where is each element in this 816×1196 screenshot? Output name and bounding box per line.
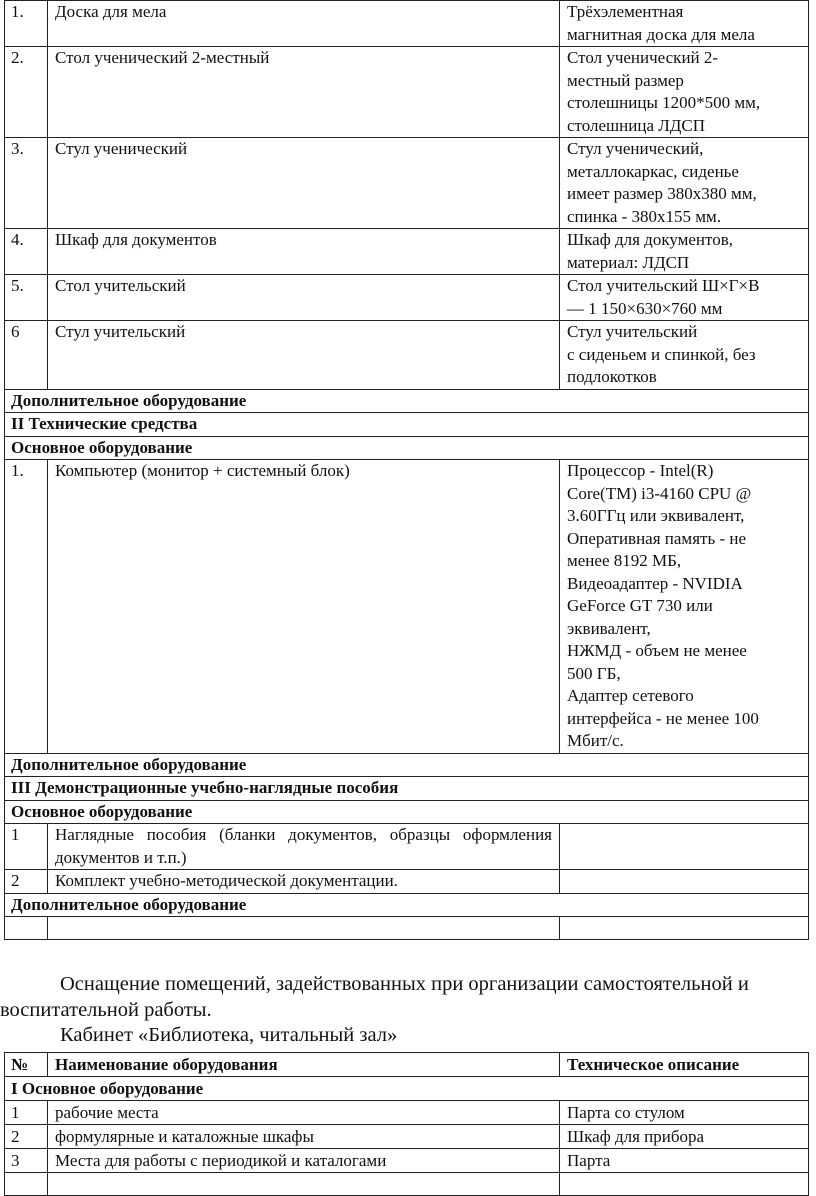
section-row	[5, 800, 809, 824]
row-name: Стол учительский	[48, 275, 560, 321]
row-name: Доска для мела	[48, 1, 560, 47]
desc-line: спинка - 380х155 мм.	[567, 206, 722, 226]
row-desc	[560, 321, 809, 390]
row-num: 2.	[5, 47, 48, 138]
row-name: Стул ученический	[48, 138, 560, 229]
row-desc: Парта со стулом	[560, 1101, 809, 1125]
section-title: I Основное оборудование	[5, 1077, 809, 1101]
row-desc: Парта	[560, 1149, 809, 1173]
desc-line: интерфейса - не менее 100	[567, 708, 759, 728]
section-row	[5, 893, 809, 917]
row-name: Места для работы с периодикой и каталогами	[48, 1149, 560, 1173]
section-row	[5, 413, 809, 437]
section-title: Дополнительное оборудование	[5, 389, 809, 413]
row-num: 3	[5, 1149, 48, 1173]
table-row	[5, 1149, 809, 1173]
row-num: 4.	[5, 229, 48, 275]
desc-line: Стол учительский Ш×Г×В	[567, 276, 760, 295]
desc-line: НЖМД - объем не менее	[567, 641, 747, 660]
row-name: формулярные и каталожные шкафы	[48, 1125, 560, 1149]
table-row	[5, 321, 809, 390]
desc-line: Стул ученический,	[567, 139, 704, 158]
paragraph-equipment-intro: Оснащение помещений, задействованных при организации самостоятельной и воспитательной работы.	[0, 973, 749, 1021]
desc-line: 500 ГБ,	[567, 663, 621, 683]
table-row	[5, 1, 809, 47]
section-title: Дополнительное оборудование	[5, 753, 809, 777]
row-num: 2	[5, 870, 48, 894]
desc-line: столешницы 1200*500 мм,	[567, 93, 761, 112]
row-num: 2	[5, 1125, 48, 1149]
desc-line: металлокаркас, сиденье	[567, 161, 739, 181]
table-header-row	[5, 1053, 809, 1077]
row-desc	[560, 275, 809, 321]
desc-line: Стол ученический 2-	[567, 48, 719, 67]
header-desc: Техническое описание	[560, 1053, 809, 1077]
row-name: Комплект учебно-методической документации.	[48, 870, 560, 894]
section-title: Основное оборудование	[5, 436, 809, 460]
table-row	[5, 824, 809, 870]
desc-line: магнитная доска для мела	[567, 24, 755, 44]
empty-cell	[5, 917, 48, 940]
section-row	[5, 777, 809, 801]
paragraph-room-title: Кабинет «Библиотека, читальный зал»	[60, 1024, 398, 1046]
empty-cell	[48, 1173, 560, 1196]
desc-line: подлокотков	[567, 367, 657, 386]
row-name: рабочие места	[48, 1101, 560, 1125]
empty-cell	[48, 917, 560, 940]
header-name: Наименование оборудования	[48, 1053, 560, 1077]
row-num: 6	[5, 321, 48, 390]
table-row	[5, 275, 809, 321]
row-desc	[560, 47, 809, 138]
equipment-table	[4, 0, 809, 940]
desc-line: 3.60ГГц или эквивалент,	[567, 506, 745, 525]
row-desc	[560, 229, 809, 275]
table-row	[5, 138, 809, 229]
row-desc	[560, 870, 809, 894]
desc-line: Адаптер сетевого	[567, 686, 694, 705]
section-title: III Демонстрационные учебно-наглядные пособия	[5, 777, 809, 801]
row-num: 5.	[5, 275, 48, 321]
desc-line: имеет размер 380х380 мм,	[567, 184, 757, 203]
row-num: 1.	[5, 460, 48, 754]
row-desc	[560, 824, 809, 870]
table-row	[5, 229, 809, 275]
library-equipment-table	[4, 1052, 809, 1196]
row-num: 3.	[5, 138, 48, 229]
row-desc: Шкаф для прибора	[560, 1125, 809, 1149]
section-row	[5, 436, 809, 460]
desc-line: Трёхэлементная	[567, 2, 684, 21]
desc-line: с сиденьем и спинкой, без	[567, 344, 756, 364]
table-row	[5, 1125, 809, 1149]
table-row	[5, 460, 809, 754]
desc-line: Стул учительский	[567, 322, 698, 341]
desc-line: Шкаф для документов,	[567, 230, 733, 249]
desc-line: — 1 150×630×760 мм	[567, 298, 723, 318]
table-row-empty	[5, 1173, 809, 1196]
row-desc	[560, 1, 809, 47]
desc-line: Core(TM) i3-4160 CPU @	[567, 483, 752, 503]
desc-line: материал: ЛДСП	[567, 252, 690, 272]
table-row	[5, 1101, 809, 1125]
row-name: Компьютер (монитор + системный блок)	[48, 460, 560, 754]
desc-line: GeForce GT 730 или	[567, 596, 713, 615]
row-name: Стол ученический 2-местный	[48, 47, 560, 138]
desc-line: менее 8192 МБ,	[567, 551, 682, 570]
desc-line: Видеоадаптер - NVIDIA	[567, 573, 743, 593]
row-num: 1	[5, 1101, 48, 1125]
row-num: 1.	[5, 1, 48, 47]
header-num: №	[5, 1053, 48, 1077]
row-desc	[560, 138, 809, 229]
section-title: Основное оборудование	[5, 800, 809, 824]
table-row-empty	[5, 917, 809, 940]
desc-line: Мбит/с.	[567, 731, 624, 750]
section-title: II Технические средства	[5, 413, 809, 437]
section-row	[5, 753, 809, 777]
desc-line: столешница ЛДСП	[567, 115, 705, 135]
desc-line: местный размер	[567, 70, 684, 90]
table-row	[5, 870, 809, 894]
section-title: Дополнительное оборудование	[5, 893, 809, 917]
row-num: 1	[5, 824, 48, 870]
empty-cell	[560, 1173, 809, 1196]
desc-line: эквивалент,	[567, 618, 651, 638]
section-row	[5, 389, 809, 413]
row-name: Наглядные пособия (бланки документов, образцы оформления документов и т.п.)	[48, 824, 560, 870]
table-row	[5, 47, 809, 138]
section-row	[5, 1077, 809, 1101]
empty-cell	[560, 917, 809, 940]
equipment-table-body	[5, 1, 809, 940]
row-name: Стул учительский	[48, 321, 560, 390]
row-name: Шкаф для документов	[48, 229, 560, 275]
desc-line: Процессор - Intel(R)	[567, 461, 714, 480]
empty-cell	[5, 1173, 48, 1196]
desc-line: Оперативная память - не	[567, 528, 746, 548]
row-desc	[560, 460, 809, 754]
